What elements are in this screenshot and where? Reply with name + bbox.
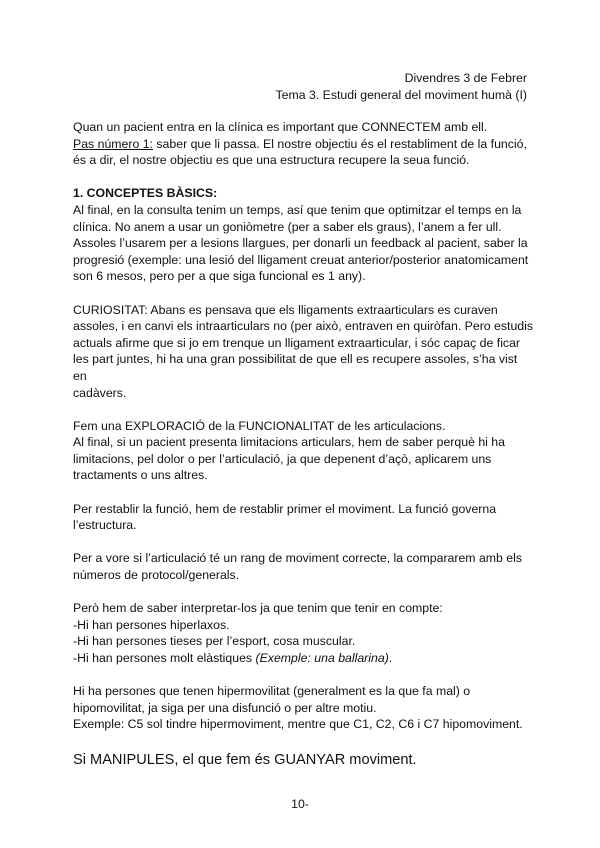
paragraph-line: Hi ha persones que tenen hipermovilitat (generalment es la que fa mal) o [73, 684, 471, 699]
paragraph-line: Però hem de saber interpretar-los ja que tenim que tenir en compte: [73, 601, 443, 616]
paragraph-line: tractaments o uns altres. [73, 468, 208, 483]
paragraph-line: l’estructura. [73, 518, 137, 533]
closing-statement: Si MANIPULES, el que fem és GUANYAR moviment. [73, 751, 417, 768]
paragraph-line: Assoles l’usarem per a lesions llargues, per donarli un feedback al pacient, saber la [73, 236, 528, 251]
paragraph-line: números de protocol/generals. [73, 568, 240, 583]
list-item-end: . [388, 651, 393, 665]
example-text: (Exemple: una ballarina) [255, 651, 389, 665]
paragraph-line: les part juntes, hi ha una gran possibilitat de que ell es recupere assoles, s’ha vist en [73, 352, 518, 383]
paragraph-line: hipomovilitat, ja siga per una disfunció o per altre motiu. [73, 700, 377, 715]
paragraph-line: son 6 mesos, pero per a que siga funcional es 1 any). [73, 269, 366, 284]
paragraph-line: progresió (exemple: una lesió del lligament creuat anterior/posterior anatomicament [73, 252, 529, 267]
intro-line: és a dir, el nostre objectiu es que una estructura recupere la seua funció. [73, 153, 470, 168]
section-heading: 1. CONCEPTES BÀSICS: [73, 186, 218, 201]
page-number: 10- [291, 797, 309, 811]
intro-line: Quan un pacient entra en la clínica es important que CONNECTEM amb ell. [73, 120, 488, 134]
paragraph-line: limitacions, pel dolor o per l’articulació, ja que depenent d’açò, aplicarem uns [73, 451, 492, 466]
paragraph-line: Fem una EXPLORACIÓ de la FUNCIONALITAT de les articulacions. [73, 418, 446, 433]
paragraph-line: cadàvers. [73, 385, 127, 400]
page-header [275, 70, 527, 104]
paragraph-line: Al final, en la consulta tenim un temps, así que tenim que optimitzar el temps en la [73, 202, 522, 217]
header-date: Divendres 3 de Febrer [404, 71, 527, 85]
paragraph-line: Al final, si un pacient presenta limitacions articulars, hem de saber perquè hi ha [73, 435, 505, 450]
step-label: Pas número 1: [73, 136, 153, 151]
paragraph-line: Per restablir la funció, hem de restablir primer el moviment. La funció governa [73, 501, 497, 516]
document-body [73, 119, 533, 770]
list-item-text: -Hi han persones molt elàstiques [73, 651, 256, 665]
paragraph-line: clínica. No anem a usar un goniòmetre (per a saber els graus), l’anem a fer ull. [73, 219, 502, 234]
paragraph-line: actuals afirme que si jo em trenque un lligament extraarticular, i sóc capaç de ficar [73, 335, 521, 350]
list-item: -Hi han persones hiperlaxos. [73, 617, 230, 632]
intro-step [73, 136, 533, 153]
paragraph-line: Per a vore si l’articulació té un rang de moviment correcte, la compararem amb els [73, 551, 523, 566]
paragraph-line: CURIOSITAT: Abans es pensava que els lligaments extraarticulars es curaven [73, 302, 498, 317]
list-item: -Hi han persones tieses per l’esport, cosa muscular. [73, 634, 356, 649]
paragraph-line: Exemple: C5 sol tindre hipermoviment, mentre que C1, C2, C6 i C7 hipomoviment. [73, 717, 523, 732]
list-item [73, 650, 533, 667]
header-topic: Tema 3. Estudi general del moviment humà (I) [275, 88, 527, 102]
paragraph-line: assoles, i en canvi els intraarticulars no (per això, entraven en quiròfan. Pero estudis [73, 319, 534, 334]
step-text: saber que li passa. El nostre objectiu és el restabliment de la funció, [152, 136, 527, 151]
